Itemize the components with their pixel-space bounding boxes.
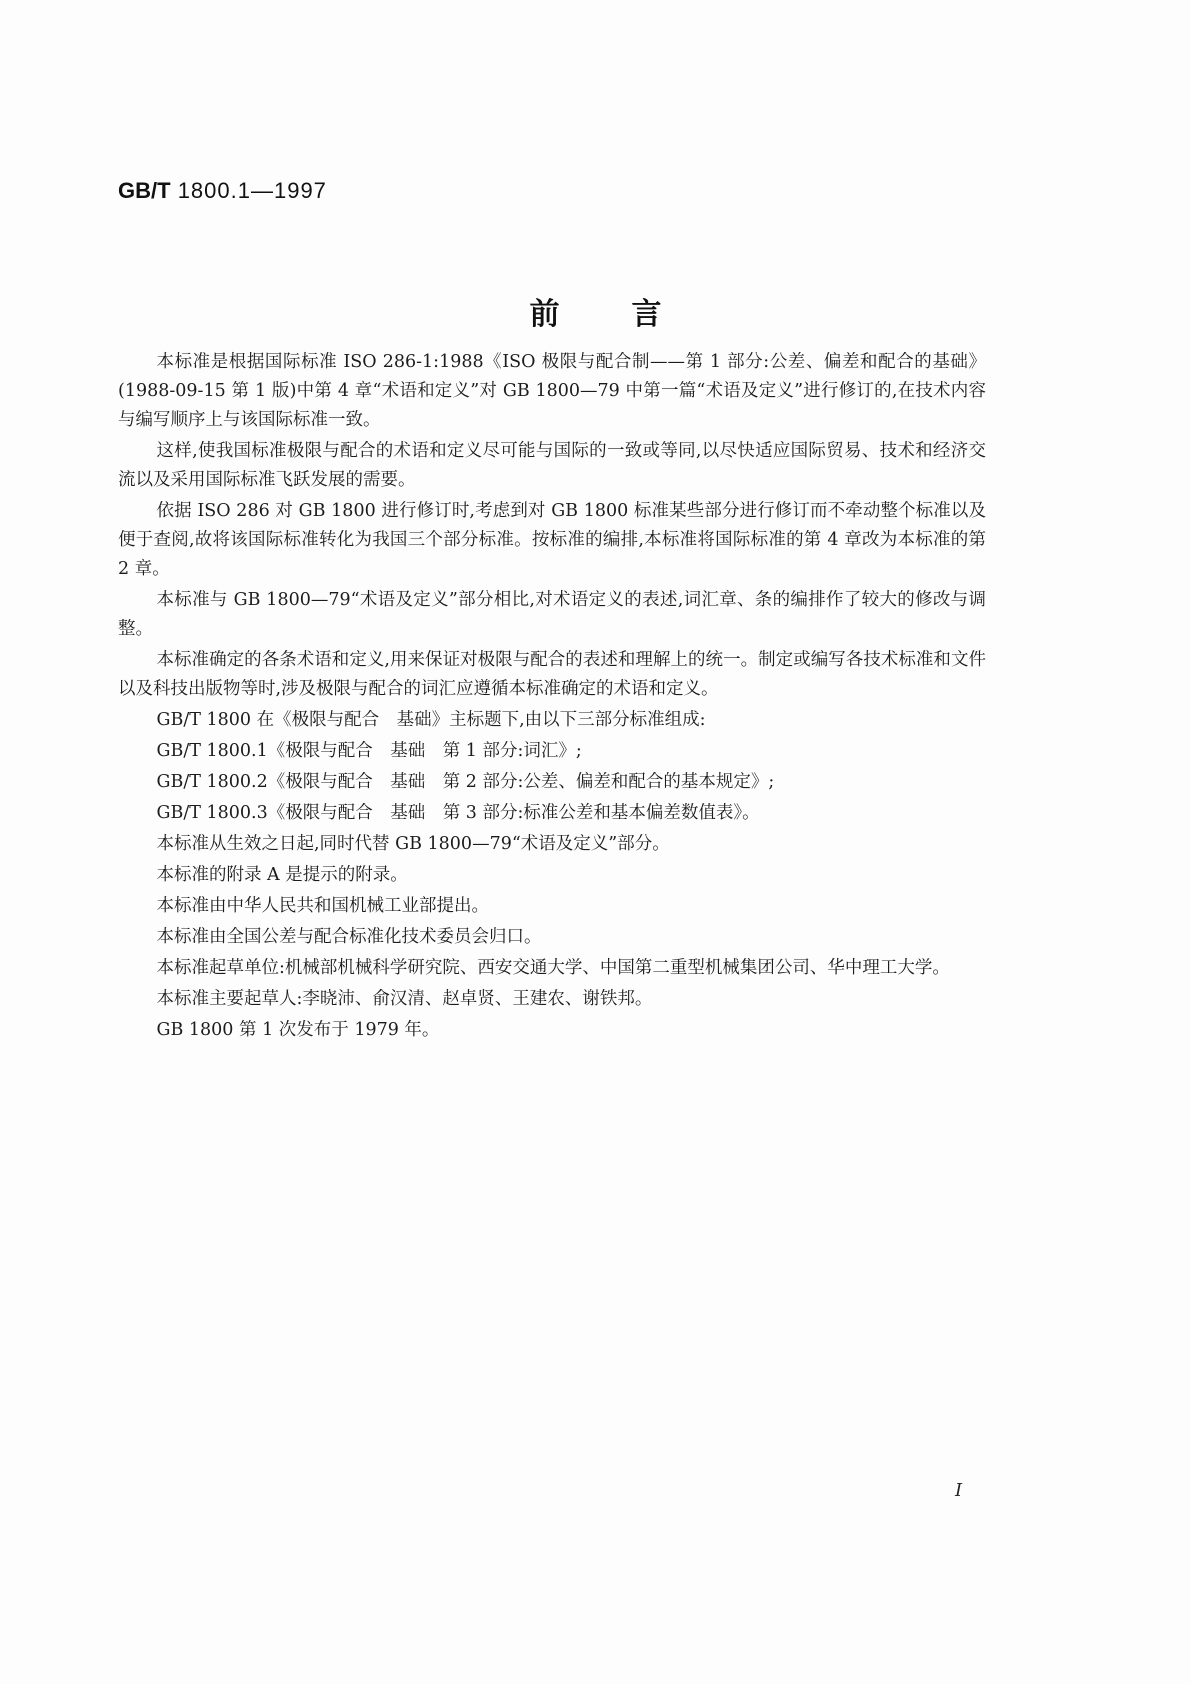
paragraph: GB 1800 第 1 次发布于 1979 年。: [156, 1020, 440, 1040]
paragraph: 本标准主要起草人:李晓沛、俞汉清、赵卓贤、王建农、谢铁邦。: [156, 989, 653, 1009]
paragraph: 本标准由中华人民共和国机械工业部提出。: [156, 896, 489, 916]
page-number: I: [955, 1480, 963, 1501]
standard-prefix: GB/T: [118, 178, 171, 203]
paragraph: 本标准的附录 A 是提示的附录。: [156, 865, 408, 885]
paragraph: 本标准起草单位:机械部机械科学研究院、西安交通大学、中国第二重型机械集团公司、华中理工大学。: [156, 958, 950, 978]
paragraph: 本标准从生效之日起,同时代替 GB 1800—79“术语及定义”部分。: [156, 834, 670, 854]
paragraph: 这样,使我国标准极限与配合的术语和定义尽可能与国际的一致或等同,以尽快适应国际贸易、技术和经济交流以及采用国际标准飞跃发展的需要。: [118, 441, 986, 490]
paragraph: GB/T 1800 在《极限与配合 基础》主标题下,由以下三部分标准组成:: [156, 710, 706, 730]
paragraph: 本标准确定的各条术语和定义,用来保证对极限与配合的表述和理解上的统一。制定或编写各技术标准和文件以及科技出版物等时,涉及极限与配合的词汇应遵循本标准确定的术语和定义。: [118, 650, 986, 699]
paragraph: 本标准与 GB 1800—79“术语及定义”部分相比,对术语定义的表述,词汇章、条的编排作了较大的修改与调整。: [118, 590, 986, 639]
paragraph: GB/T 1800.3《极限与配合 基础 第 3 部分:标准公差和基本偏差数值表》。: [156, 803, 760, 823]
standard-number: 1800.1—1997: [177, 178, 327, 203]
page-title: 前言: [529, 297, 734, 332]
paragraph: GB/T 1800.2《极限与配合 基础 第 2 部分:公差、偏差和配合的基本规定》;: [156, 772, 775, 792]
paragraph: 本标准是根据国际标准 ISO 286-1:1988《ISO 极限与配合制——第 1 部分:公差、偏差和配合的基础》(1988-09-15 第 1 版)中第 4 章“术语和定义”对 GB 1800—79 中第一篇“术语及定义”进行修订的,在技术内容与编写顺序上与该国际标准一致。: [118, 352, 986, 430]
standard-code: [118, 178, 327, 204]
paragraph: 依据 ISO 286 对 GB 1800 进行修订时,考虑到对 GB 1800 标准某些部分进行修订而不牵动整个标准以及便于查阅,故将该国际标准转化为我国三个部分标准。按标准的编排,本标准将国际标准的第 4 章改为本标准的第 2 章。: [118, 501, 986, 579]
foreword-body: [118, 348, 986, 1047]
paragraph: 本标准由全国公差与配合标准化技术委员会归口。: [156, 927, 542, 947]
paragraph: GB/T 1800.1《极限与配合 基础 第 1 部分:词汇》;: [156, 741, 582, 761]
